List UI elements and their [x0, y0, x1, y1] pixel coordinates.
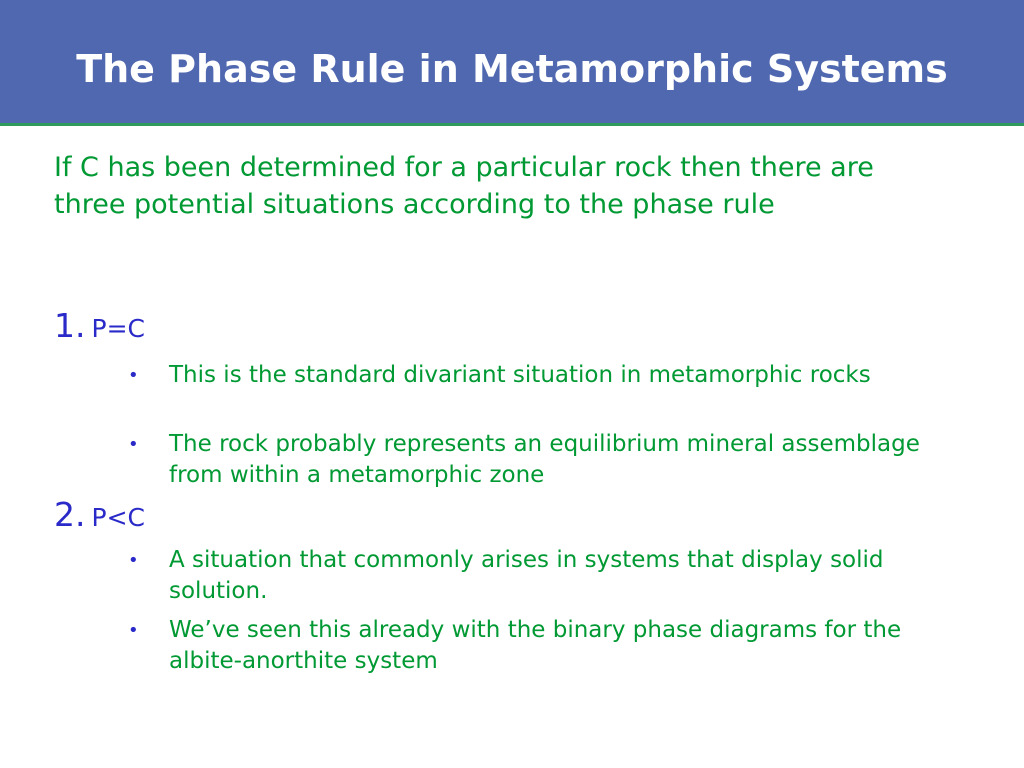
title-bar — [0, 0, 1024, 126]
bullet-icon: • — [128, 434, 139, 455]
bullet-item — [128, 429, 958, 491]
item-number: 1. — [54, 306, 86, 345]
numbered-item-2 — [54, 497, 145, 536]
slide-title: The Phase Rule in Metamorphic Systems — [76, 47, 948, 91]
bullet-item — [128, 545, 958, 607]
intro-paragraph: If C has been determined for a particular rock then there are three potential situations according to the phase rule — [54, 152, 874, 220]
item-number: 2. — [54, 495, 86, 534]
bullet-item — [128, 615, 958, 677]
item-label: P<C — [91, 503, 145, 532]
bullet-text: We’ve seen this already with the binary phase diagrams for the albite-anorthite system — [169, 617, 902, 674]
numbered-item-1 — [54, 308, 145, 347]
bullet-icon: • — [128, 550, 139, 571]
bullet-item — [128, 360, 958, 391]
item-label: P=C — [91, 314, 145, 343]
bullet-text: The rock probably represents an equilibrium mineral assemblage from within a metamorphic zone — [169, 431, 920, 488]
bullet-icon: • — [128, 620, 139, 641]
bullet-text: This is the standard divariant situation in metamorphic rocks — [169, 362, 871, 388]
bullet-icon: • — [128, 365, 139, 386]
bullet-text: A situation that commonly arises in systems that display solid solution. — [169, 547, 884, 604]
